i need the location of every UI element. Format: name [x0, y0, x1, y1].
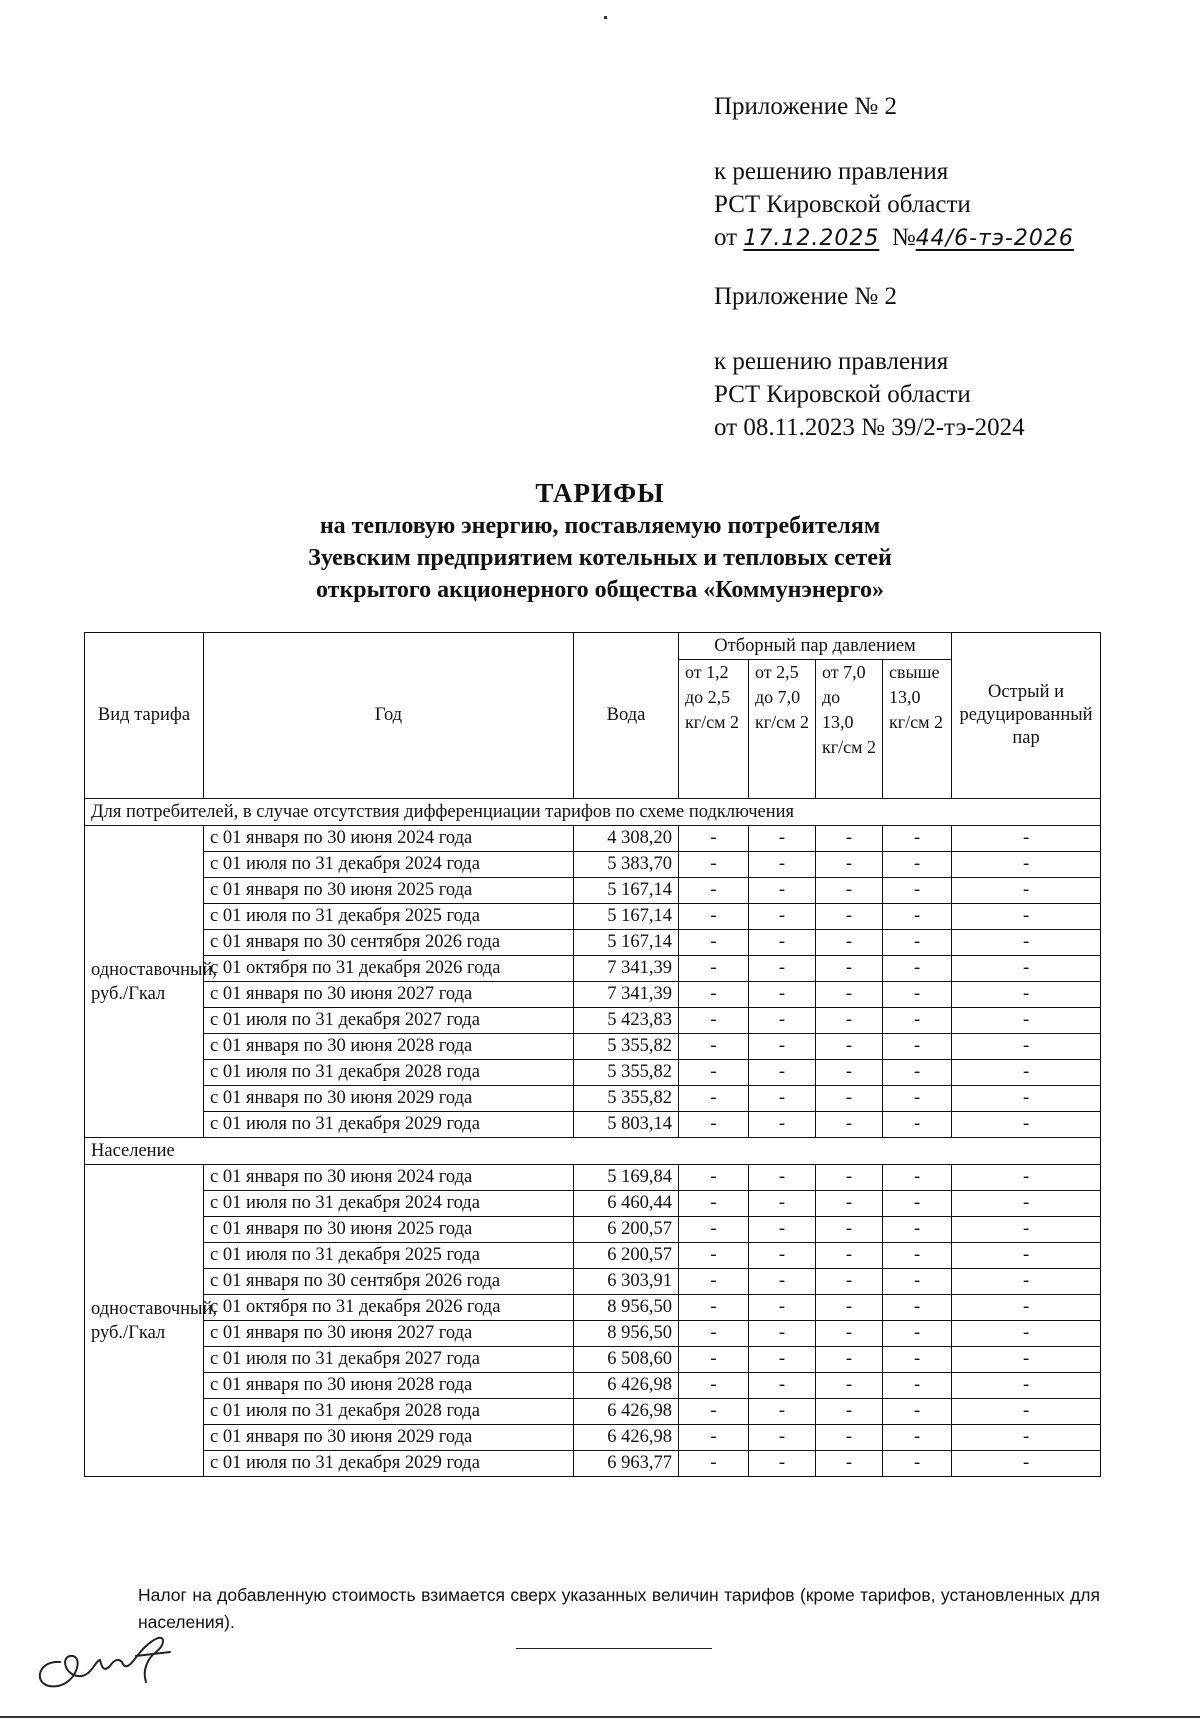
empty-value-cell: -	[679, 1217, 749, 1243]
empty-value-cell: -	[679, 1112, 749, 1138]
empty-value-cell: -	[816, 1269, 883, 1295]
period-cell: с 01 января по 30 июня 2024 года	[204, 1165, 574, 1191]
empty-value-cell: -	[749, 904, 816, 930]
empty-value-cell: -	[883, 852, 952, 878]
period-cell: с 01 июля по 31 декабря 2024 года	[204, 852, 574, 878]
consumers-row	[85, 904, 1101, 930]
population-row	[85, 1347, 1101, 1373]
empty-value-cell: -	[952, 956, 1101, 982]
empty-value-cell: -	[883, 1112, 952, 1138]
empty-value-cell: -	[952, 1165, 1101, 1191]
consumers-tariff-type: одноставочный, руб./Гкал	[85, 826, 204, 1138]
empty-value-cell: -	[883, 1321, 952, 1347]
from-word: от	[714, 224, 738, 251]
col-steam-group-header: Отборный пар давлением	[679, 633, 952, 660]
scan-speck	[604, 16, 607, 19]
empty-value-cell: -	[883, 1008, 952, 1034]
consumers-row	[85, 982, 1101, 1008]
population-row	[85, 1217, 1101, 1243]
decision-current-line1: к решению правления	[714, 158, 949, 185]
empty-value-cell: -	[952, 1034, 1101, 1060]
empty-value-cell: -	[816, 1165, 883, 1191]
empty-value-cell: -	[883, 1217, 952, 1243]
empty-value-cell: -	[883, 1425, 952, 1451]
empty-value-cell: -	[952, 852, 1101, 878]
header-row-1	[85, 633, 1101, 660]
empty-value-cell: -	[883, 1165, 952, 1191]
empty-value-cell: -	[952, 878, 1101, 904]
empty-value-cell: -	[883, 1034, 952, 1060]
number-sign: №	[891, 224, 916, 251]
empty-value-cell: -	[952, 1321, 1101, 1347]
decision-prev-line2: РСТ Кировской области	[714, 381, 971, 408]
empty-value-cell: -	[679, 1321, 749, 1347]
empty-value-cell: -	[749, 1034, 816, 1060]
empty-value-cell: -	[883, 1451, 952, 1477]
vat-footnote: Налог на добавленную стоимость взимается сверх указанных величин тарифов (кроме тарифов, установленных для населения).	[138, 1585, 1100, 1632]
section-population	[85, 1138, 1101, 1477]
empty-value-cell: -	[816, 1321, 883, 1347]
empty-value-cell: -	[679, 1451, 749, 1477]
steam-sub-header-4: свыше 13,0 кг/см 2	[883, 660, 952, 799]
population-row	[85, 1399, 1101, 1425]
empty-value-cell: -	[749, 1243, 816, 1269]
empty-value-cell: -	[952, 1008, 1101, 1034]
period-cell: с 01 января по 30 июня 2025 года	[204, 1217, 574, 1243]
water-value-cell: 5 423,83	[574, 1008, 679, 1034]
consumers-row	[85, 878, 1101, 904]
water-value-cell: 8 956,50	[574, 1295, 679, 1321]
empty-value-cell: -	[749, 1399, 816, 1425]
empty-value-cell: -	[816, 1347, 883, 1373]
period-cell: с 01 июля по 31 декабря 2028 года	[204, 1060, 574, 1086]
water-value-cell: 6 963,77	[574, 1451, 679, 1477]
water-value-cell: 7 341,39	[574, 956, 679, 982]
appendix-current	[714, 90, 1134, 123]
empty-value-cell: -	[679, 1373, 749, 1399]
empty-value-cell: -	[816, 904, 883, 930]
empty-value-cell: -	[816, 1034, 883, 1060]
decision-prev	[714, 345, 1134, 444]
empty-value-cell: -	[679, 1295, 749, 1321]
population-row	[85, 1165, 1101, 1191]
empty-value-cell: -	[679, 904, 749, 930]
period-cell: с 01 июля по 31 декабря 2027 года	[204, 1347, 574, 1373]
empty-value-cell: -	[952, 1112, 1101, 1138]
population-title: Население	[85, 1138, 1101, 1165]
empty-value-cell: -	[883, 1243, 952, 1269]
title-line2: Зуевским предприятием котельных и тепловых сетей	[308, 545, 892, 571]
period-cell: с 01 января по 30 сентября 2026 года	[204, 1269, 574, 1295]
water-value-cell: 6 200,57	[574, 1217, 679, 1243]
empty-value-cell: -	[816, 930, 883, 956]
empty-value-cell: -	[816, 1295, 883, 1321]
water-value-cell: 6 460,44	[574, 1191, 679, 1217]
empty-value-cell: -	[679, 982, 749, 1008]
empty-value-cell: -	[749, 852, 816, 878]
empty-value-cell: -	[952, 1243, 1101, 1269]
empty-value-cell: -	[749, 1347, 816, 1373]
empty-value-cell: -	[816, 1060, 883, 1086]
consumers-row	[85, 1060, 1101, 1086]
bottom-border	[0, 1716, 1200, 1718]
empty-value-cell: -	[883, 1086, 952, 1112]
consumers-title-row	[85, 799, 1101, 826]
empty-value-cell: -	[816, 1008, 883, 1034]
population-row	[85, 1451, 1101, 1477]
consumers-row	[85, 1008, 1101, 1034]
empty-value-cell: -	[679, 1165, 749, 1191]
empty-value-cell: -	[749, 1269, 816, 1295]
empty-value-cell: -	[952, 1269, 1101, 1295]
empty-value-cell: -	[816, 878, 883, 904]
col-water-header: Вода	[574, 633, 679, 799]
period-cell: с 01 октября по 31 декабря 2026 года	[204, 1295, 574, 1321]
water-value-cell: 6 303,91	[574, 1269, 679, 1295]
col-type-header: Вид тарифа	[85, 633, 204, 799]
water-value-cell: 4 308,20	[574, 826, 679, 852]
decision-current-line2: РСТ Кировской области	[714, 191, 971, 218]
empty-value-cell: -	[679, 1243, 749, 1269]
empty-value-cell: -	[749, 1425, 816, 1451]
appendix-prev-label: Приложение № 2	[714, 283, 898, 310]
empty-value-cell: -	[816, 1451, 883, 1477]
empty-value-cell: -	[952, 1425, 1101, 1451]
appendix-prev	[714, 280, 1134, 313]
decision-current	[714, 155, 1134, 255]
water-value-cell: 5 167,14	[574, 878, 679, 904]
empty-value-cell: -	[883, 956, 952, 982]
water-value-cell: 5 169,84	[574, 1165, 679, 1191]
population-row	[85, 1295, 1101, 1321]
empty-value-cell: -	[749, 930, 816, 956]
water-value-cell: 6 508,60	[574, 1347, 679, 1373]
col-year-header: Год	[204, 633, 574, 799]
water-value-cell: 5 355,82	[574, 1034, 679, 1060]
empty-value-cell: -	[749, 1008, 816, 1034]
empty-value-cell: -	[679, 956, 749, 982]
empty-value-cell: -	[816, 826, 883, 852]
consumers-row	[85, 826, 1101, 852]
period-cell: с 01 июля по 31 декабря 2027 года	[204, 1008, 574, 1034]
period-cell: с 01 января по 30 июня 2025 года	[204, 878, 574, 904]
handwritten-number: 44/6-тэ-2026	[915, 226, 1074, 251]
empty-value-cell: -	[952, 826, 1101, 852]
decision-prev-line1: к решению правления	[714, 348, 949, 375]
period-cell: с 01 июля по 31 декабря 2024 года	[204, 1191, 574, 1217]
consumers-row	[85, 930, 1101, 956]
empty-value-cell: -	[952, 1060, 1101, 1086]
handwritten-date: 17.12.2025	[743, 226, 880, 251]
empty-value-cell: -	[952, 1191, 1101, 1217]
population-row	[85, 1425, 1101, 1451]
empty-value-cell: -	[679, 1269, 749, 1295]
population-row	[85, 1269, 1101, 1295]
tariffs-table	[84, 632, 1101, 1477]
empty-value-cell: -	[816, 956, 883, 982]
empty-value-cell: -	[816, 1191, 883, 1217]
empty-value-cell: -	[952, 1217, 1101, 1243]
empty-value-cell: -	[749, 1373, 816, 1399]
population-row	[85, 1321, 1101, 1347]
water-value-cell: 5 355,82	[574, 1060, 679, 1086]
appendix-current-label: Приложение № 2	[714, 93, 898, 120]
empty-value-cell: -	[816, 1373, 883, 1399]
period-cell: с 01 января по 30 сентября 2026 года	[204, 930, 574, 956]
empty-value-cell: -	[679, 826, 749, 852]
water-value-cell: 6 426,98	[574, 1399, 679, 1425]
empty-value-cell: -	[749, 1060, 816, 1086]
empty-value-cell: -	[749, 1191, 816, 1217]
document-title	[0, 476, 1200, 606]
consumers-row	[85, 1086, 1101, 1112]
steam-sub-header-1: от 1,2 до 2,5 кг/см 2	[679, 660, 749, 799]
empty-value-cell: -	[883, 1373, 952, 1399]
consumers-row	[85, 1034, 1101, 1060]
title-line1: на тепловую энергию, поставляемую потребителям	[319, 513, 881, 539]
empty-value-cell: -	[816, 852, 883, 878]
empty-value-cell: -	[952, 982, 1101, 1008]
empty-value-cell: -	[679, 852, 749, 878]
empty-value-cell: -	[749, 1451, 816, 1477]
empty-value-cell: -	[679, 1086, 749, 1112]
consumers-row	[85, 852, 1101, 878]
water-value-cell: 5 167,14	[574, 930, 679, 956]
period-cell: с 01 июля по 31 декабря 2025 года	[204, 1243, 574, 1269]
steam-sub-header-3: от 7,0 до 13,0 кг/см 2	[816, 660, 883, 799]
empty-value-cell: -	[679, 1347, 749, 1373]
water-value-cell: 5 803,14	[574, 1112, 679, 1138]
empty-value-cell: -	[952, 1086, 1101, 1112]
empty-value-cell: -	[679, 1399, 749, 1425]
water-value-cell: 7 341,39	[574, 982, 679, 1008]
consumers-row	[85, 956, 1101, 982]
empty-value-cell: -	[952, 904, 1101, 930]
empty-value-cell: -	[749, 956, 816, 982]
population-row	[85, 1373, 1101, 1399]
empty-value-cell: -	[679, 930, 749, 956]
population-tariff-type: одноставочный, руб./Гкал	[85, 1165, 204, 1477]
signature-image	[30, 1612, 200, 1697]
water-value-cell: 6 426,98	[574, 1373, 679, 1399]
empty-value-cell: -	[749, 878, 816, 904]
section-consumers	[85, 799, 1101, 1138]
empty-value-cell: -	[749, 1086, 816, 1112]
empty-value-cell: -	[952, 1347, 1101, 1373]
population-title-row	[85, 1138, 1101, 1165]
period-cell: с 01 июля по 31 декабря 2028 года	[204, 1399, 574, 1425]
population-row	[85, 1243, 1101, 1269]
empty-value-cell: -	[883, 1060, 952, 1086]
title-main: ТАРИФЫ	[535, 478, 665, 508]
period-cell: с 01 января по 30 июня 2027 года	[204, 1321, 574, 1347]
empty-value-cell: -	[952, 1373, 1101, 1399]
empty-value-cell: -	[883, 1269, 952, 1295]
empty-value-cell: -	[816, 1112, 883, 1138]
empty-value-cell: -	[816, 1217, 883, 1243]
empty-value-cell: -	[749, 1321, 816, 1347]
empty-value-cell: -	[679, 1034, 749, 1060]
empty-value-cell: -	[883, 1399, 952, 1425]
decision-prev-line3: от 08.11.2023 № 39/2-тэ-2024	[714, 414, 1025, 441]
empty-value-cell: -	[679, 1060, 749, 1086]
water-value-cell: 5 383,70	[574, 852, 679, 878]
empty-value-cell: -	[952, 1399, 1101, 1425]
period-cell: с 01 июля по 31 декабря 2029 года	[204, 1451, 574, 1477]
empty-value-cell: -	[749, 1295, 816, 1321]
empty-value-cell: -	[749, 1112, 816, 1138]
period-cell: с 01 января по 30 июня 2024 года	[204, 826, 574, 852]
empty-value-cell: -	[883, 1347, 952, 1373]
empty-value-cell: -	[816, 1243, 883, 1269]
empty-value-cell: -	[952, 1295, 1101, 1321]
steam-sub-header-2: от 2,5 до 7,0 кг/см 2	[749, 660, 816, 799]
empty-value-cell: -	[883, 878, 952, 904]
period-cell: с 01 июля по 31 декабря 2029 года	[204, 1112, 574, 1138]
period-cell: с 01 января по 30 июня 2027 года	[204, 982, 574, 1008]
empty-value-cell: -	[749, 826, 816, 852]
period-cell: с 01 января по 30 июня 2028 года	[204, 1034, 574, 1060]
signature-icon	[30, 1612, 200, 1692]
empty-value-cell: -	[952, 930, 1101, 956]
empty-value-cell: -	[679, 1191, 749, 1217]
period-cell: с 01 октября по 31 декабря 2026 года	[204, 956, 574, 982]
period-cell: с 01 января по 30 июня 2029 года	[204, 1086, 574, 1112]
empty-value-cell: -	[816, 1425, 883, 1451]
empty-value-cell: -	[883, 904, 952, 930]
empty-value-cell: -	[749, 1217, 816, 1243]
title-line3: открытого акционерного общества «Коммунэнерго»	[316, 577, 884, 603]
empty-value-cell: -	[816, 1086, 883, 1112]
decision-current-line3	[714, 221, 1134, 255]
period-cell: с 01 января по 30 июня 2028 года	[204, 1373, 574, 1399]
empty-value-cell: -	[883, 930, 952, 956]
empty-value-cell: -	[679, 1425, 749, 1451]
water-value-cell: 6 426,98	[574, 1425, 679, 1451]
empty-value-cell: -	[679, 878, 749, 904]
empty-value-cell: -	[749, 1165, 816, 1191]
empty-value-cell: -	[883, 1191, 952, 1217]
water-value-cell: 5 355,82	[574, 1086, 679, 1112]
separator-line	[516, 1648, 712, 1649]
empty-value-cell: -	[883, 1295, 952, 1321]
empty-value-cell: -	[883, 826, 952, 852]
empty-value-cell: -	[679, 1008, 749, 1034]
col-sharp-steam-header: Острый и редуцированный пар	[952, 633, 1101, 799]
empty-value-cell: -	[816, 982, 883, 1008]
empty-value-cell: -	[883, 982, 952, 1008]
period-cell: с 01 июля по 31 декабря 2025 года	[204, 904, 574, 930]
water-value-cell: 8 956,50	[574, 1321, 679, 1347]
empty-value-cell: -	[816, 1399, 883, 1425]
period-cell: с 01 января по 30 июня 2029 года	[204, 1425, 574, 1451]
consumers-title: Для потребителей, в случае отсутствия дифференциации тарифов по схеме подключения	[85, 799, 1101, 826]
empty-value-cell: -	[952, 1451, 1101, 1477]
empty-value-cell: -	[749, 982, 816, 1008]
water-value-cell: 5 167,14	[574, 904, 679, 930]
consumers-row	[85, 1112, 1101, 1138]
water-value-cell: 6 200,57	[574, 1243, 679, 1269]
population-row	[85, 1191, 1101, 1217]
